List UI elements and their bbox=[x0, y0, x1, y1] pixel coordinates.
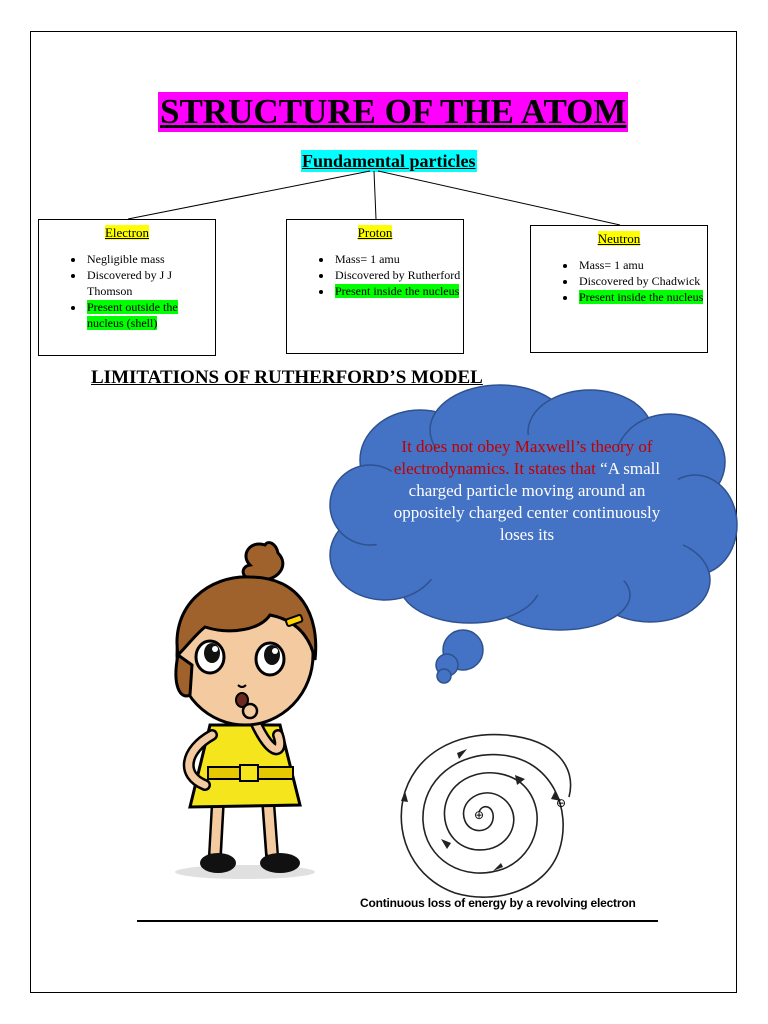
spiral-diagram bbox=[355, 727, 657, 915]
diagram-caption: Continuous loss of energy by a revolving electron bbox=[360, 896, 636, 910]
cloud-text-red: It does not obey Maxwell’s theory of electrodynamics. It states that bbox=[393, 437, 653, 478]
list-item: • Mass= 1 amu bbox=[577, 257, 707, 273]
list-item: • Present inside the nucleus bbox=[333, 283, 463, 299]
proton-label: Proton bbox=[357, 225, 393, 240]
nucleus-symbol: ⊕ bbox=[474, 808, 485, 822]
page-title: STRUCTURE OF THE ATOM bbox=[160, 92, 627, 131]
section-heading: LIMITATIONS OF RUTHERFORD’S MODEL bbox=[91, 367, 483, 388]
list-item: • Present outside the nucleus (shell) bbox=[85, 299, 215, 331]
subtitle: Fundamental particles bbox=[302, 151, 476, 171]
spiral-svg bbox=[355, 727, 657, 915]
girl-illustration bbox=[150, 535, 350, 885]
electron-label: Electron bbox=[104, 225, 150, 240]
horizontal-rule bbox=[137, 920, 658, 922]
list-item: • Discovered by Rutherford bbox=[333, 267, 463, 283]
list-item: • Negligible mass bbox=[85, 251, 215, 267]
list-item: • Discovered by J J Thomson bbox=[85, 267, 215, 299]
list-item: • Discovered by Chadwick bbox=[577, 273, 707, 289]
electron-symbol: ⊖ bbox=[556, 796, 567, 810]
list-item: • Present inside the nucleus bbox=[577, 289, 707, 305]
cloud-text-white: “A small charged particle moving around an oppositely charged center continuously loses its bbox=[393, 459, 661, 544]
list-item: • Mass= 1 amu bbox=[333, 251, 463, 267]
neutron-label: Neutron bbox=[597, 231, 641, 246]
cloud-text bbox=[382, 436, 672, 546]
